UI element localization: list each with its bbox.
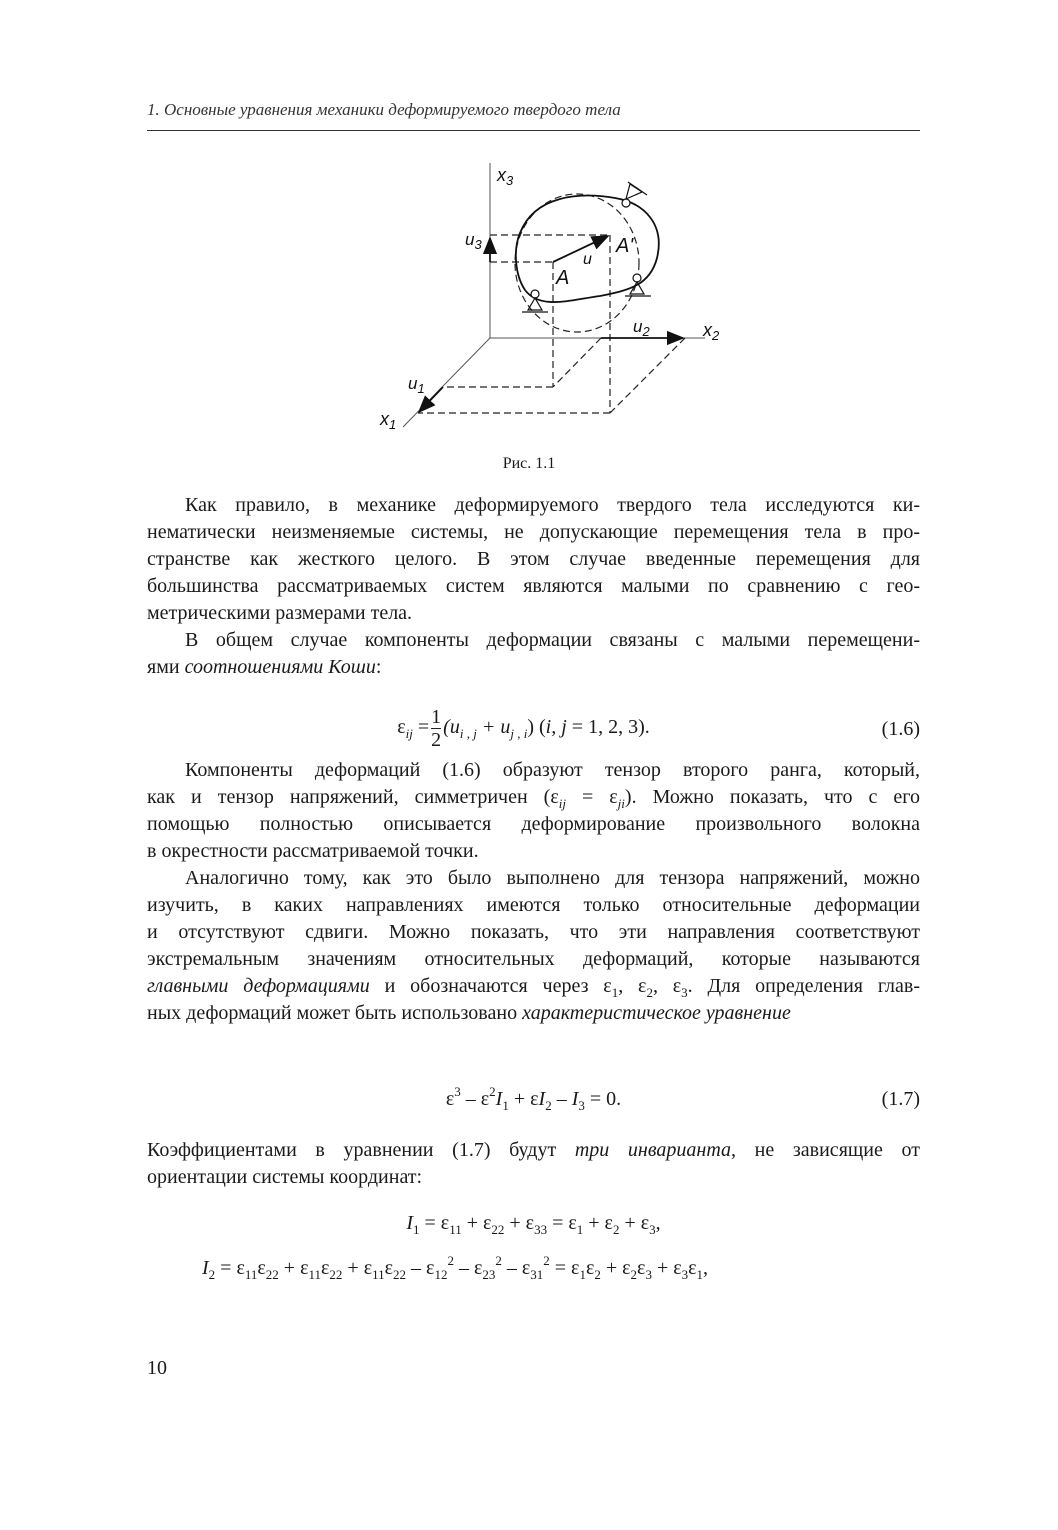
label-u2: $u_2$: [633, 317, 650, 339]
text-segment: ями: [147, 656, 185, 678]
eq-sub: i: [523, 726, 528, 742]
page-number: 10: [147, 1357, 167, 1379]
text-segment: изучить, в каких направлениях имеются только относительные деформации: [147, 894, 920, 916]
eq-term: (u: [443, 716, 460, 739]
text-segment: 2: [447, 1253, 454, 1268]
text-segment: 2: [545, 1098, 552, 1113]
text-line: [147, 973, 920, 1000]
paragraph-1: [147, 492, 920, 627]
text-segment: 2: [612, 1222, 620, 1237]
text-segment: ε: [688, 1257, 697, 1279]
text-segment: I: [495, 1088, 503, 1110]
text-segment: + ε: [342, 1257, 373, 1279]
text-segment: + ε: [651, 1257, 682, 1279]
label-x2: $x_2$: [703, 320, 720, 343]
text-segment: характеристическое уравнение: [522, 1002, 791, 1024]
fraction: [431, 706, 441, 751]
figure-displacement-diagram: [0, 0, 1058, 450]
text-segment: экстремальным значениям относительных деформаций, которые называются: [147, 948, 920, 970]
eq-sub: ,: [513, 726, 524, 742]
projection-lines: [418, 194, 685, 413]
text-segment: = ε: [565, 786, 618, 808]
text-segment: 1: [502, 1098, 509, 1113]
text-segment: 3: [454, 1084, 461, 1099]
text-segment: I: [406, 1212, 413, 1234]
text-segment: 3: [645, 1267, 652, 1282]
text-segment: и отсутствуют сдвиги. Можно показать, что эти направления соответствуют: [147, 921, 920, 943]
text-segment: 2: [495, 1253, 502, 1268]
text-segment: 11: [449, 1222, 462, 1237]
text-line: [147, 838, 920, 865]
text-segment: 1: [696, 1267, 704, 1282]
text-segment: ε: [257, 1257, 266, 1279]
text-segment: :: [375, 656, 382, 678]
text-segment: 22: [393, 1267, 407, 1282]
label-u3: $u_3$: [465, 230, 482, 252]
text-segment: + ε: [600, 1257, 631, 1279]
text-line: [147, 784, 920, 811]
text-segment: Аналогично тому, как это было выполнено для тензора напряжений, можно: [185, 867, 920, 889]
text-segment: 11: [308, 1267, 322, 1282]
text-segment: нематически неизменяемые системы, не допускающие перемещения тела в про-: [147, 521, 920, 543]
text-segment: ε: [321, 1257, 330, 1279]
eq-lhs-sub: ij: [405, 726, 413, 742]
text-segment: ε: [445, 1088, 455, 1110]
text-line: [147, 492, 920, 519]
text-segment: 3: [681, 985, 688, 1000]
text-line: [147, 1137, 920, 1164]
text-segment: соотношениями Коши: [184, 656, 376, 678]
text-line: [147, 600, 920, 627]
text-segment: – ε: [406, 1257, 435, 1279]
text-segment: большинства рассматриваемых систем являются малыми по сравнению с гео-: [147, 575, 920, 597]
eq-sub: ,: [463, 726, 474, 742]
equation-body: [202, 1253, 709, 1282]
equation-number: (1.7): [881, 1088, 920, 1110]
eq-sub: j: [510, 726, 514, 742]
text-segment: 3: [681, 1267, 689, 1282]
u-vector-arrow: [553, 236, 608, 262]
label-u: u: [583, 251, 592, 268]
denominator: 2: [431, 729, 442, 751]
text-segment: Как правило, в механике деформируемого твердого тела исследуются ки-: [185, 494, 920, 516]
text-segment: I: [202, 1257, 209, 1279]
text-line: [147, 811, 920, 838]
text-segment: , не зависящие от: [731, 1139, 920, 1161]
text-segment: = ε: [547, 1212, 577, 1234]
text-segment: 3: [578, 1098, 585, 1113]
eq-term: ) (: [527, 716, 546, 739]
text-segment: – ε: [501, 1257, 531, 1279]
text-segment: ji: [617, 796, 625, 811]
text-segment: и обозначаются через ε: [369, 975, 612, 997]
text-segment: ). Можно показать, что с его: [624, 786, 920, 808]
text-line: [147, 919, 920, 946]
text-line: [147, 519, 920, 546]
text-segment: 1: [413, 1222, 420, 1237]
text-line: [147, 757, 920, 784]
equation-body: [445, 1084, 622, 1113]
text-segment: в окрестности рассматриваемой точки.: [147, 840, 479, 862]
text-segment: ных деформаций может быть использовано: [147, 1002, 523, 1024]
text-segment: – ε: [460, 1088, 490, 1110]
text-segment: главными деформациями: [147, 975, 370, 997]
text-segment: Коэффициентами в уравнении (1.7) будут: [147, 1139, 575, 1161]
text-segment: + ε: [508, 1088, 539, 1110]
text-segment: + ε: [461, 1212, 492, 1234]
eq-sub: j: [473, 726, 477, 742]
text-segment: = ε: [549, 1257, 580, 1279]
text-segment: помощью полностью описывается деформирование произвольного волокна: [147, 813, 920, 835]
equation-1-7: [147, 1084, 920, 1113]
text-line: [147, 1000, 920, 1027]
figure-caption: Рис. 1.1: [502, 455, 556, 472]
text-line: [147, 573, 920, 600]
invariant-2: [147, 1253, 975, 1282]
text-segment: , ε: [618, 975, 647, 997]
text-segment: ε: [384, 1257, 394, 1279]
paragraph-5: [147, 1137, 920, 1191]
text-segment: ,: [655, 1212, 661, 1234]
text-segment: 2: [489, 1084, 496, 1099]
text-segment: = ε: [215, 1257, 245, 1279]
text-segment: В общем случае компоненты деформации связаны с малыми перемещени-: [185, 629, 920, 651]
eq-term: i, j: [545, 716, 567, 739]
text-segment: 22: [329, 1267, 343, 1282]
text-segment: как и тензор напряжений, симметричен (ε: [147, 786, 559, 808]
text-segment: 31: [530, 1267, 544, 1282]
text-line: [147, 946, 920, 973]
text-segment: + ε: [278, 1257, 309, 1279]
text-segment: странстве как жесткого целого. В этом случае введенные перемещения для: [147, 548, 920, 570]
text-segment: 1: [611, 985, 619, 1000]
eq-sub: i: [459, 726, 464, 742]
label-u1: $u_1$: [408, 374, 425, 396]
text-segment: 22: [491, 1222, 505, 1237]
label-x3: $x_3$: [497, 165, 514, 188]
numerator: 1: [431, 706, 442, 728]
text-segment: ориентации системы координат:: [147, 1166, 423, 1188]
text-segment: 11: [244, 1267, 258, 1282]
initial-body-outline: [515, 194, 639, 332]
text-segment: три инварианта: [574, 1139, 732, 1161]
text-segment: 11: [372, 1267, 385, 1282]
text-segment: ε: [637, 1257, 646, 1279]
label-x1: $x_1$: [380, 409, 397, 432]
paragraph-4: [147, 865, 920, 1027]
label-a-prime: A': [616, 235, 634, 257]
text-segment: –: [551, 1088, 572, 1110]
eq-term: = 1, 2, 3).: [566, 716, 650, 739]
text-segment: 2: [646, 985, 653, 1000]
text-line: [147, 627, 920, 654]
text-segment: + ε: [583, 1212, 613, 1234]
text-segment: . Для определения глав-: [687, 975, 920, 997]
text-segment: ε: [585, 1257, 595, 1279]
eq-sign: =: [412, 716, 430, 739]
equation-body: [406, 1212, 661, 1237]
eq-term: + u: [476, 716, 511, 739]
text-segment: 33: [534, 1222, 548, 1237]
text-segment: 2: [594, 1267, 601, 1282]
text-line: [147, 654, 920, 681]
text-segment: 12: [434, 1267, 448, 1282]
text-line: [147, 892, 920, 919]
running-header: 1. Основные уравнения механики деформируемого твердого тела: [147, 100, 621, 119]
text-segment: 2: [543, 1253, 550, 1268]
text-line: [147, 546, 920, 573]
text-segment: Компоненты деформаций (1.6) образуют тензор второго ранга, который,: [185, 759, 920, 781]
text-line: [147, 865, 920, 892]
text-segment: метрическими размерами тела.: [147, 602, 413, 624]
text-segment: I: [571, 1088, 579, 1110]
text-segment: ,: [703, 1257, 709, 1279]
text-segment: = 0.: [584, 1088, 622, 1110]
text-segment: 1: [576, 1222, 584, 1237]
text-line: [147, 1164, 920, 1191]
text-segment: , ε: [652, 975, 682, 997]
text-segment: ij: [558, 796, 566, 811]
paragraph-3: [147, 757, 920, 865]
invariant-1: [147, 1212, 920, 1235]
text-segment: I: [538, 1088, 546, 1110]
text-segment: – ε: [453, 1257, 483, 1279]
equation-1-6: [147, 706, 920, 751]
text-segment: 1: [579, 1267, 586, 1282]
text-segment: 23: [482, 1267, 496, 1282]
text-segment: 2: [208, 1267, 216, 1282]
text-segment: + ε: [504, 1212, 535, 1234]
text-segment: 22: [265, 1267, 279, 1282]
label-a: A: [556, 267, 570, 289]
text-segment: = ε: [419, 1212, 450, 1234]
text-segment: + ε: [619, 1212, 650, 1234]
equation-number: (1.6): [881, 718, 920, 740]
paragraph-2: [147, 627, 920, 681]
text-segment: 3: [649, 1222, 656, 1237]
eq-lhs: ε: [397, 716, 406, 739]
text-segment: 2: [630, 1267, 638, 1282]
